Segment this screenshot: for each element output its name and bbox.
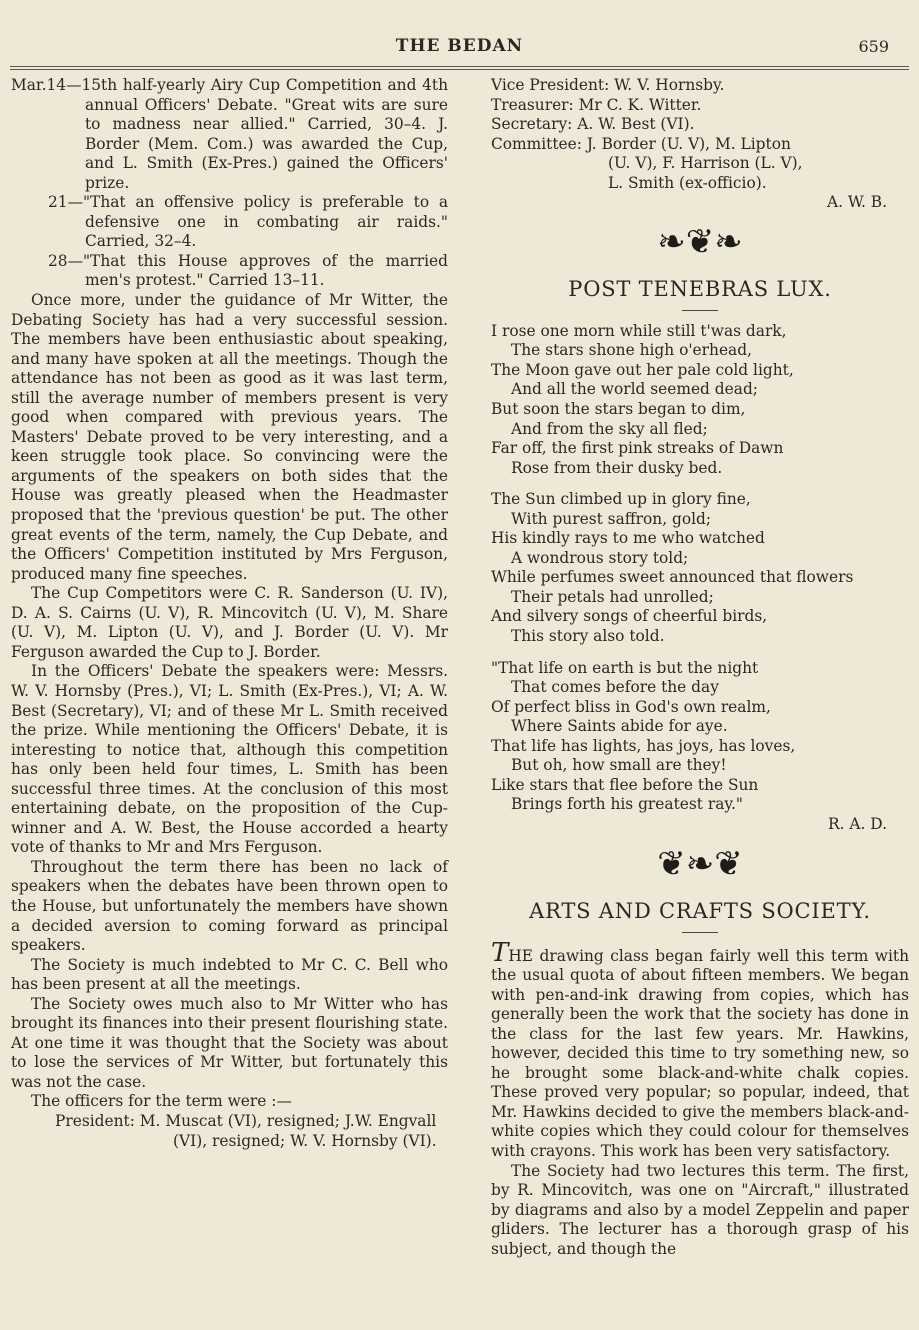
vice-president-line: Vice President: W. V. Hornsby. xyxy=(491,76,725,94)
debating-society-report: Once more, under the guidance of Mr Witter, the Debating Society has had a very successful session. The members have been enthusiastic about speaking, and many have spoken at all the meetings. Though the attendance has not been as good as it was last term, still the average number of members present is very good when compared with previous years. The Masters' Debate proved to be very interesting, and a keen struggle took place. So convincing were the arguments of the speakers on both sides that the House was greatly pleased when the Headmaster proposed that the 'previous question' be put. The other great events of the term, namely, the Cup Debate, and the Officers' Competition instituted by Mrs Ferguson, produced many fine speeches. xyxy=(11,291,448,583)
president-line: President: M. Muscat (VI), resigned; J.W. Engvall (VI), resigned; W. V. Hornsby (VI). xyxy=(55,1111,437,1150)
arts-paragraph-2: The Society had two lectures this term. The first, by R. Mincovitch, was one on "Aircraft," illustrated by diagrams and also by a model Zeppelin and paper gliders. The lecturer has a thorough grasp of his subject, and though the xyxy=(491,1161,909,1258)
drop-cap: T xyxy=(491,937,509,968)
left-column xyxy=(11,76,448,1151)
poem-line: "That life on earth is but the night xyxy=(491,658,759,677)
poem-line: The stars shone high o'erhead, xyxy=(511,341,752,360)
ornament-1: ❧❦❧ xyxy=(657,221,743,262)
poem-title: POST TENEBRAS LUX. xyxy=(568,276,832,301)
poem-line: His kindly rays to me who watched xyxy=(491,529,765,548)
bell-paragraph: The Society is much indebted to Mr C. C. Bell who has been present at all the meetings. xyxy=(11,955,448,994)
poem-line: The Sun climbed up in glory fine, xyxy=(491,490,751,509)
poem-line: Like stars that flee before the Sun xyxy=(491,775,759,794)
poem-line: And silvery songs of cheerful birds, xyxy=(491,607,768,626)
debate-entry-21: 21—"That an offensive policy is preferable to a defensive one in combating air raids." Carried, 32–4. xyxy=(48,193,448,251)
officers-debate-paragraph: In the Officers' Debate the speakers were: Messrs. W. V. Hornsby (Pres.), VI; L. Smith (Ex-Pres.), VI; A. W. Best (Secretary), VI; and of these Mr L. Smith received the prize. While mentioning the Officers' Debate, it is interesting to notice that, although this competition has only been held four times, L. Smith has been successful three times. At the conclusion of this most entertaining debate, on the proposition of the Cup-winner and A. W. Best, the House accorded a hearty vote of thanks to Mr and Mrs Ferguson. xyxy=(11,662,448,857)
header-rule xyxy=(10,66,909,67)
cup-competitors-paragraph: The Cup Competitors were C. R. Sanderson (U. IV), D. A. S. Cairns (U. V), R. Mincovitch (U. V), M. Share (U. V), M. Lipton (U. V), and J. Border (U. V). Mr Ferguson awarded the Cup to J. Border. xyxy=(11,584,448,661)
committee-line: Committee: J. Border (U. V), M. Lipton xyxy=(491,134,791,153)
poem-stanza-2 xyxy=(491,490,909,646)
debate-entry-28: 28—"That this House approves of the married men's protest." Carried 13–11. xyxy=(48,251,448,290)
header-rule-double xyxy=(10,69,909,70)
ornament-2: ❦❧❦ xyxy=(657,843,743,884)
poem-line: That comes before the day xyxy=(511,678,719,697)
right-column xyxy=(491,76,909,1259)
arts-crafts-title: ARTS AND CRAFTS SOCIETY. xyxy=(529,898,871,923)
committee-line-3: L. Smith (ex-officio). xyxy=(608,173,767,192)
signature-rad: R. A. D. xyxy=(828,814,887,833)
poem-line: Their petals had unrolled; xyxy=(511,587,714,606)
page-header xyxy=(0,0,919,70)
poem-line: Of perfect bliss in God's own realm, xyxy=(491,697,771,716)
poem-line: Far off, the first pink streaks of Dawn xyxy=(491,439,784,458)
debate-entry-march-14: Mar.14—15th half-yearly Airy Cup Competition and 4th annual Officers' Debate. "Great wits are sure to madness near allied." Carried, 30–4. J. Border (Mem. Com.) was awarded the Cup, and L. Smith (Ex-Pres.) gained the Officers' prize. xyxy=(11,76,448,192)
running-title: THE BEDAN xyxy=(395,36,524,56)
poem-line: With purest saffron, gold; xyxy=(511,509,712,528)
poem-line: While perfumes sweet announced that flowers xyxy=(491,568,854,587)
poem-line: But oh, how small are they! xyxy=(511,756,727,775)
poem-line: And from the sky all fled; xyxy=(511,419,708,438)
poem-line: A wondrous story told; xyxy=(511,548,689,567)
poem-line: I rose one morn while still t'was dark, xyxy=(491,321,787,340)
arts-paragraph-1 xyxy=(491,937,909,1162)
poem-line: This story also told. xyxy=(511,627,665,646)
arts-paragraph-1-text: HE drawing class began fairly well this term with the usual quota of about fifteen members. We began with pen-and-ink drawing from copies, which has generally been the work that the society has done in the class for the last few years. Mr. Hawkins, however, decided this time to try something new, so he brought some black-and-white chalk copies. These proved very popular; so popular, indeed, that Mr. Hawkins decided to give the members black-and-white copies which they could colour for themselves with crayons. This work has been very satisfactory. xyxy=(491,946,909,1160)
poem-line: The Moon gave out her pale cold light, xyxy=(491,360,794,379)
poem-line: Rose from their dusky bed. xyxy=(511,458,723,477)
title-rule xyxy=(682,310,718,311)
witter-paragraph: The Society owes much also to Mr Witter who has brought its finances into their present flourishing state. At one time it was thought that the Society was about to lose the services of Mr Witter, but fortunately this was not the case. xyxy=(11,994,448,1091)
page-number: 659 xyxy=(858,37,889,56)
poem-line: Where Saints abide for aye. xyxy=(511,717,728,736)
poem-line: And all the world seemed dead; xyxy=(511,380,758,399)
officers-intro: The officers for the term were :— xyxy=(31,1092,292,1111)
treasurer-line: Treasurer: Mr C. K. Witter. xyxy=(491,95,702,114)
committee-line-2: (U. V), F. Harrison (L. V), xyxy=(608,154,803,173)
speakers-paragraph: Throughout the term there has been no lack of speakers when the debates have been thrown open to the House, but unfortunately the members have shown a decided aversion to coming forward as principal speakers. xyxy=(11,857,448,955)
poem-line: Brings forth his greatest ray." xyxy=(511,795,743,814)
poem-line: But soon the stars began to dim, xyxy=(491,400,746,419)
poem-stanza-1 xyxy=(491,322,909,478)
title-rule xyxy=(682,932,718,933)
poem-line: That life has lights, has joys, has loves, xyxy=(491,736,796,755)
secretary-line: Secretary: A. W. Best (VI). xyxy=(491,115,695,134)
signature-awb: A. W. B. xyxy=(826,193,887,212)
poem-stanza-3 xyxy=(491,659,909,815)
